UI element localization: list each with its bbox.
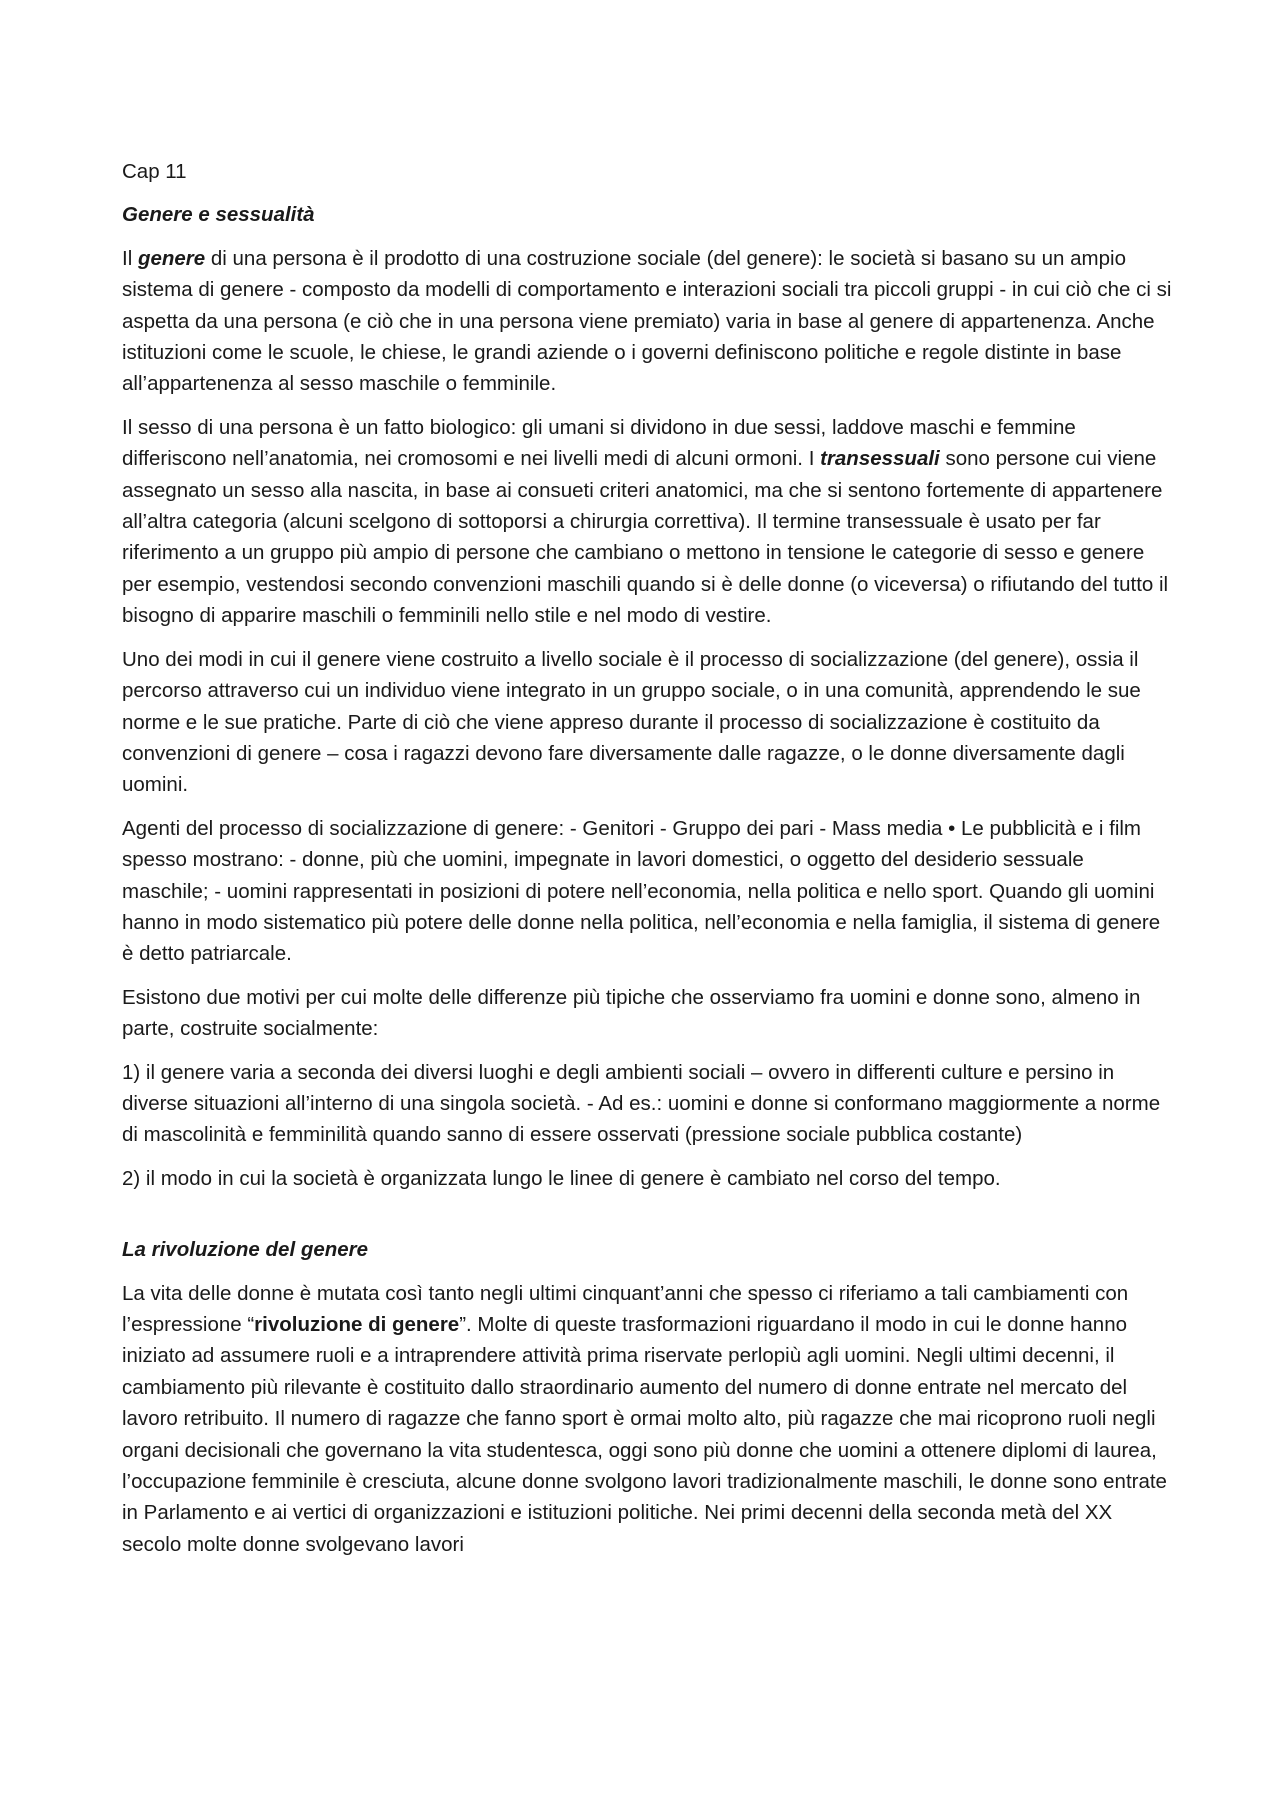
paragraph-text: La vita delle donne è mutata così tanto negli ultimi cinquant’anni che spesso ci riferiamo a tali cambiamenti con l’espressione “ — [122, 1281, 1129, 1336]
paragraph-text: sono persone cui viene assegnato un sesso alla nascita, in base ai consueti criteri anatomici, ma che si sentono fortemente di appartenere all’altra categoria (alcuni scelgono di sottoporsi a chirurgia correttiva). Il termine transessuale è usato per far riferimento a un gruppo più ampio di persone che cambiano o mettono in tensione le categorie di sesso e genere per esempio, vestendosi secondo convenzioni maschili quando si è delle donne (o viceversa) o rifiutando del tutto il bisogno di apparire maschili o femminili nello stile e nel modo di vestire. — [122, 447, 1169, 628]
paragraph-text: ”. Molte di queste trasformazioni riguardano il modo in cui le donne hanno iniziato ad assumere ruoli e a intraprendere attività prima riservate perlopiù agli uomini. Negli ultimi decenni, il cambiamento più rilevante è costituito dallo straordinario aumento del numero di donne entrate nel mercato del lavoro retribuito. Il numero di ragazze che fanno sport è ormai molto alto, più ragazze che mai ricoprono ruoli negli organi decisionali che governano la vita studentesca, oggi sono più donne che uomini a ottenere diplomi di laurea, l’occupazione femminile è cresciuta, alcune donne svolgono lavori tradizionalmente maschili, le donne sono entrate in Parlamento e ai vertici di organizzazioni e istituzioni politiche. Nei primi decenni della seconda metà del XX secolo molte donne svolgevano lavori — [122, 1313, 1167, 1556]
section-title-genere-sessualita: Genere e sessualità — [122, 203, 315, 227]
term-transessuali: transessuali — [820, 447, 940, 471]
paragraph-motivo-1: 1) il genere varia a seconda dei diversi luoghi e degli ambienti sociali – ovvero in differenti culture e persino in diverse situazioni all’interno di una singola società. - Ad es.: uomini e donne si conformano maggiormente a norme di mascolinità e femminilità quando sanno di essere osservati (pressione sociale pubblica costante) — [122, 1060, 1161, 1147]
term-rivoluzione-di-genere: rivoluzione di genere — [254, 1313, 460, 1336]
paragraph-text: di una persona è il prodotto di una costruzione sociale (del genere): le società si basano su un ampio sistema di genere - composto da modelli di comportamento e interazioni sociali tra piccoli gruppi - in cui ciò che ci si aspetta da una persona (e ciò che in una persona viene premiato) varia in base al genere di appartenenza. Anche istituzioni come le scuole, le chiese, le grandi aziende o i governi definiscono politiche e regole distinte in base all’appartenenza al sesso maschile o femminile. — [122, 246, 1172, 396]
paragraph-sesso — [122, 412, 1172, 632]
paragraph-motivo-2: 2) il modo in cui la società è organizzata lungo le linee di genere è cambiato nel corso del tempo. — [122, 1166, 1001, 1190]
paragraph-text: Il sesso di una persona è un fatto biologico: gli umani si dividono in due sessi, laddove maschi e femmine differiscono nell’anatomia, nei cromosomi e nei livelli medi di alcuni ormoni. I — [122, 415, 1076, 471]
paragraph-agenti: Agenti del processo di socializzazione di genere: - Genitori - Gruppo dei pari - Mass media • Le pubblicità e i film spesso mostrano: - donne, più che uomini, impegnate in lavori domestici, o oggetto del desiderio sessuale maschile; - uomini rappresentati in posizioni di potere nell’economia, nella politica e nello sport. Quando gli uomini hanno in modo sistematico più potere delle donne nella politica, nell’economia e nella famiglia, il sistema di genere è detto patriarcale. — [122, 816, 1161, 966]
paragraph-text: Il — [122, 246, 138, 270]
paragraph-motivi: Esistono due motivi per cui molte delle differenze più tipiche che osserviamo fra uomini e donne sono, almeno in parte, costruite socialmente: — [122, 985, 1141, 1041]
paragraph-socializzazione: Uno dei modi in cui il genere viene costruito a livello sociale è il processo di socializzazione (del genere), ossia il percorso attraverso cui un individuo viene integrato in un gruppo sociale, o in una comunità, apprendendo le sue norme e le sue pratiche. Parte di ciò che viene appreso durante il processo di socializzazione è costituito da convenzioni di genere – cosa i ragazzi devono fare diversamente dalle ragazze, o le donne diversamente dagli uomini. — [122, 647, 1141, 797]
section-title-rivoluzione-genere: La rivoluzione del genere — [122, 1238, 369, 1262]
document-body — [122, 156, 1172, 1572]
chapter-label: Cap 11 — [122, 160, 187, 183]
paragraph-genere — [122, 243, 1172, 400]
paragraph-rivoluzione — [122, 1278, 1172, 1561]
term-genere: genere — [137, 246, 206, 270]
